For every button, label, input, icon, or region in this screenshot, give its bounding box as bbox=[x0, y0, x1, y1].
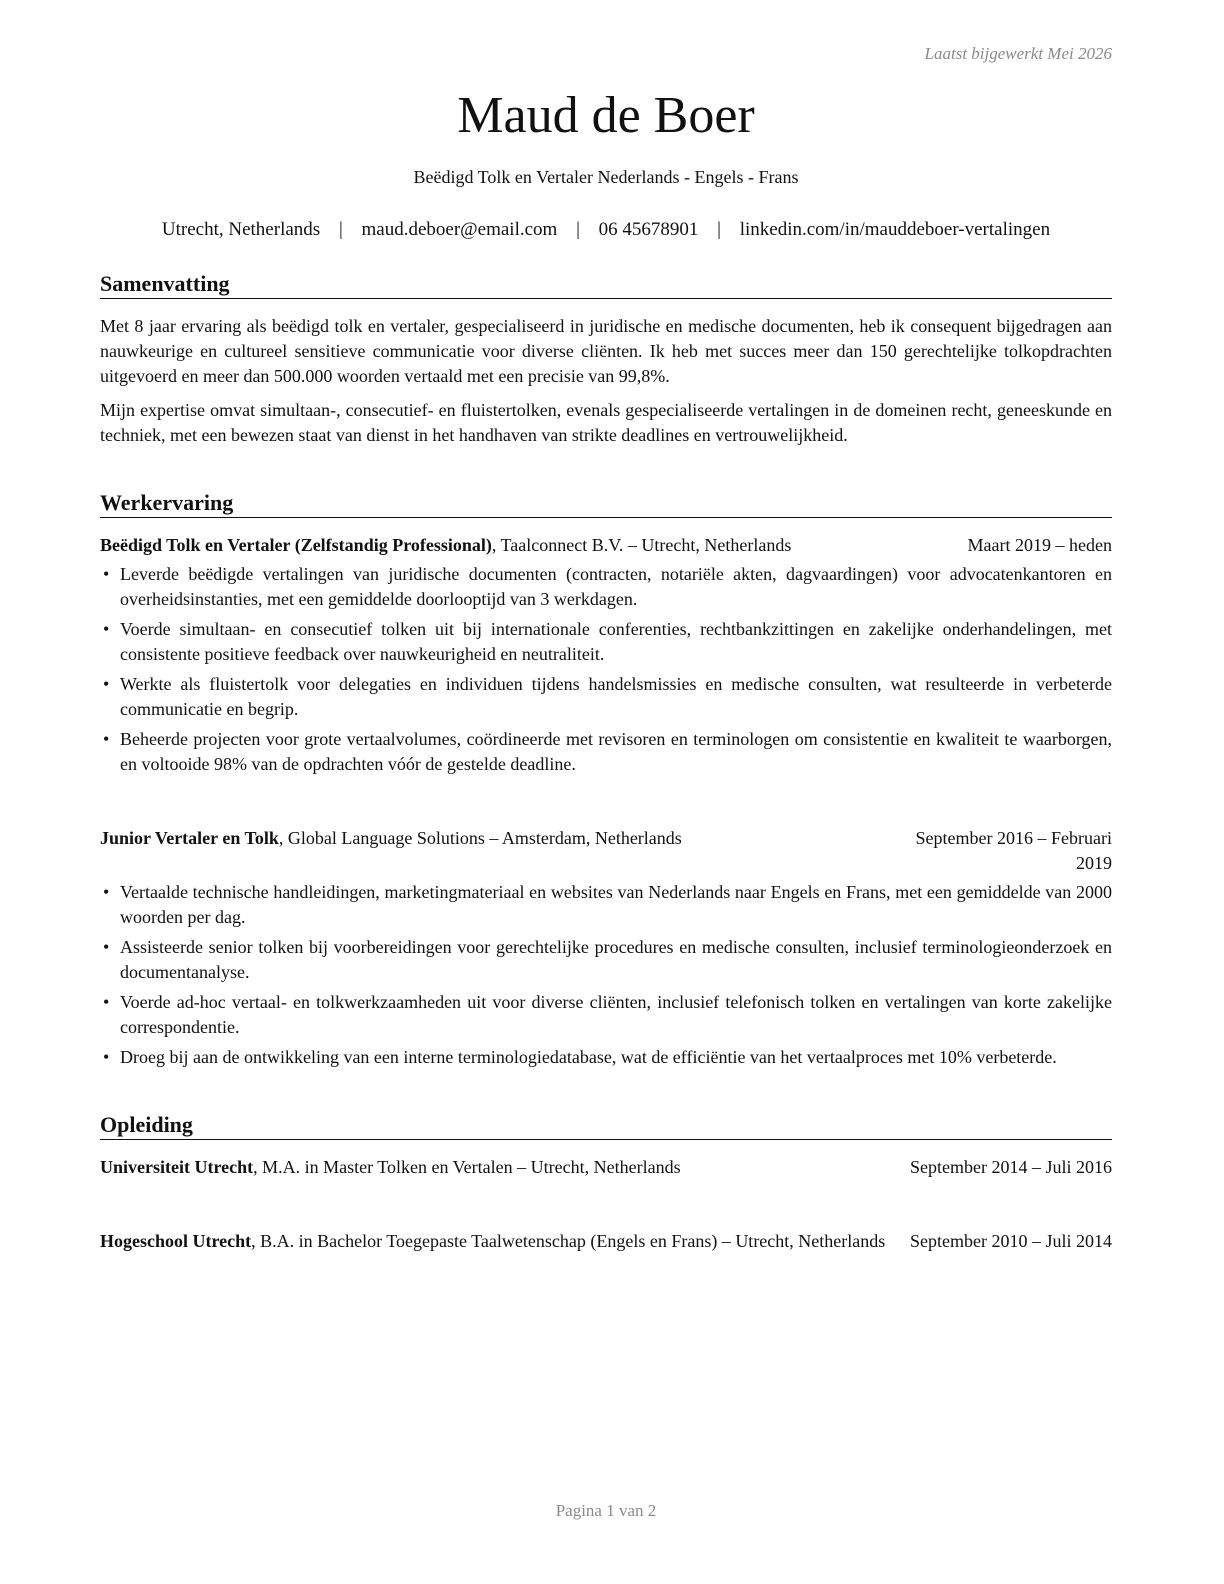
education-school: Hogeschool Utrecht bbox=[100, 1231, 252, 1251]
education-detail: , B.A. in Bachelor Toegepaste Taalwetenschap (Engels en Frans) – Utrecht, Netherlands bbox=[251, 1231, 886, 1251]
bullet-text: Voerde simultaan- en consecutief tolken uit bij internationale conferenties, rechtbankzittingen en zakelijke onderhandelingen, met consistente positieve feedback over nauwkeurigheid en neutraliteit. bbox=[120, 619, 1112, 664]
contact-separator: | bbox=[576, 219, 580, 240]
job-header bbox=[100, 826, 1112, 873]
education-entry bbox=[100, 1155, 1112, 1180]
job-role: Beëdigd Tolk en Vertaler (Zelfstandig Professional) bbox=[100, 535, 492, 555]
list-item bbox=[100, 727, 1112, 777]
education-header bbox=[100, 1229, 1112, 1254]
contact-separator: | bbox=[717, 219, 721, 240]
education-school: Universiteit Utrecht bbox=[100, 1157, 254, 1177]
job-entry bbox=[100, 533, 1112, 782]
job-org: , Global Language Solutions – Amsterdam, Netherlands bbox=[278, 828, 682, 848]
education-heading bbox=[100, 1155, 890, 1180]
bullet-dot: • bbox=[103, 937, 110, 957]
contact-phone: 06 45678901 bbox=[598, 219, 699, 240]
education-dates: September 2010 – Juli 2014 bbox=[910, 1231, 1112, 1251]
job-entry bbox=[100, 826, 1112, 1075]
bullet-text: Droeg bij aan de ontwikkeling van een interne terminologiedatabase, wat de efficiëntie van het vertaalproces met 10% verbeterde. bbox=[120, 1047, 1057, 1067]
bullet-dot: • bbox=[103, 619, 110, 639]
list-item bbox=[100, 617, 1112, 667]
contact-location: Utrecht, Netherlands bbox=[161, 219, 321, 240]
bullet-text: Voerde ad-hoc vertaal- en tolkwerkzaamheden uit voor diverse cliënten, inclusief telefonisch tolken en vertalingen van korte zakelijke correspondentie. bbox=[120, 992, 1112, 1037]
education-header bbox=[100, 1155, 1112, 1180]
list-item bbox=[100, 990, 1112, 1040]
bullet-text: Leverde beëdigde vertalingen van juridische documenten (contracten, notariële akten, dagvaardingen) voor advocatenkantoren en overheidsinstanties, met een gemiddelde doorlooptijd van 3 werkdagen. bbox=[120, 564, 1112, 609]
job-role: Junior Vertaler en Tolk bbox=[100, 828, 279, 848]
bullet-text: Vertaalde technische handleidingen, marketingmateriaal en websites van Nederlands naar Engels en Frans, met een gemiddelde van 2000 woorden per dag. bbox=[120, 882, 1112, 927]
bullet-dot: • bbox=[103, 729, 110, 749]
list-item bbox=[100, 935, 1112, 985]
resume-page bbox=[100, 0, 1112, 1584]
section-title-education: Opleiding bbox=[100, 1112, 1112, 1140]
education-detail: , M.A. in Master Tolken en Vertalen – Utrecht, Netherlands bbox=[253, 1157, 681, 1177]
job-bullets bbox=[100, 562, 1112, 777]
list-item bbox=[100, 1045, 1112, 1070]
bullet-dot: • bbox=[103, 992, 110, 1012]
job-dates: September 2016 – Februari 2019 bbox=[915, 828, 1112, 873]
bullet-dot: • bbox=[103, 674, 110, 694]
bullet-dot: • bbox=[103, 1047, 110, 1067]
education-heading bbox=[100, 1229, 890, 1254]
list-item bbox=[100, 880, 1112, 930]
job-heading bbox=[100, 533, 890, 558]
list-item bbox=[100, 672, 1112, 722]
contact-line bbox=[100, 219, 1112, 241]
education-entry bbox=[100, 1229, 1112, 1254]
contact-separator: | bbox=[338, 219, 343, 240]
bullet-text: Beheerde projecten voor grote vertaalvolumes, coördineerde met revisoren en terminologen om consistentie en kwaliteit te waarborgen, en voltooide 98% van de opdrachten vóór de gestelde deadline. bbox=[120, 729, 1112, 774]
job-dates: Maart 2019 – heden bbox=[967, 535, 1112, 555]
bullet-text: Werkte als fluistertolk voor delegaties en individuen tijdens handelsmissies en medische consulten, wat resulteerde in verbeterde communicatie en begrip. bbox=[120, 674, 1112, 719]
education-dates: September 2014 – Juli 2016 bbox=[910, 1157, 1112, 1177]
contact-email[interactable]: maud.deboer@email.com bbox=[361, 219, 558, 240]
summary-paragraph: Mijn expertise omvat simultaan-, consecutief- en fluistertolken, evenals gespecialiseerde vertalingen in de domeinen recht, geneeskunde en techniek, met een bewezen staat van dienst in het handhaven van strikte deadlines en vertrouwelijkheid. bbox=[100, 400, 1112, 445]
bullet-dot: • bbox=[103, 564, 110, 584]
section-title-experience: Werkervaring bbox=[100, 490, 1112, 518]
contact-linkedin[interactable]: linkedin.com/in/mauddeboer-vertalingen bbox=[739, 219, 1051, 240]
page-number: Pagina 1 van 2 bbox=[555, 1501, 657, 1520]
job-heading bbox=[100, 826, 890, 851]
job-bullets bbox=[100, 880, 1112, 1070]
last-updated: Laatst bijgewerkt Mei 2026 bbox=[924, 44, 1112, 63]
bullet-dot: • bbox=[103, 882, 110, 902]
job-header bbox=[100, 533, 1112, 558]
list-item bbox=[100, 562, 1112, 612]
summary-paragraph: Met 8 jaar ervaring als beëdigd tolk en vertaler, gespecialiseerd in juridische en medische documenten, heb ik consequent bijgedragen aan nauwkeurige en cultureel sensitieve communicatie voor diverse cliënten. Ik heb met succes meer dan 150 gerechtelijke tolkopdrachten uitgevoerd en meer dan 500.000 woorden vertaald met een precisie van 99,8%. bbox=[100, 316, 1112, 386]
candidate-name: Maud de Boer bbox=[457, 87, 755, 144]
job-org: , Taalconnect B.V. – Utrecht, Netherlands bbox=[491, 535, 792, 555]
section-title-summary: Samenvatting bbox=[100, 271, 1112, 299]
bullet-text: Assisteerde senior tolken bij voorbereidingen voor gerechtelijke procedures en medische consulten, inclusief terminologieonderzoek en documentanalyse. bbox=[120, 937, 1112, 982]
job-title: Beëdigd Tolk en Vertaler Nederlands - Engels - Frans bbox=[413, 167, 799, 187]
